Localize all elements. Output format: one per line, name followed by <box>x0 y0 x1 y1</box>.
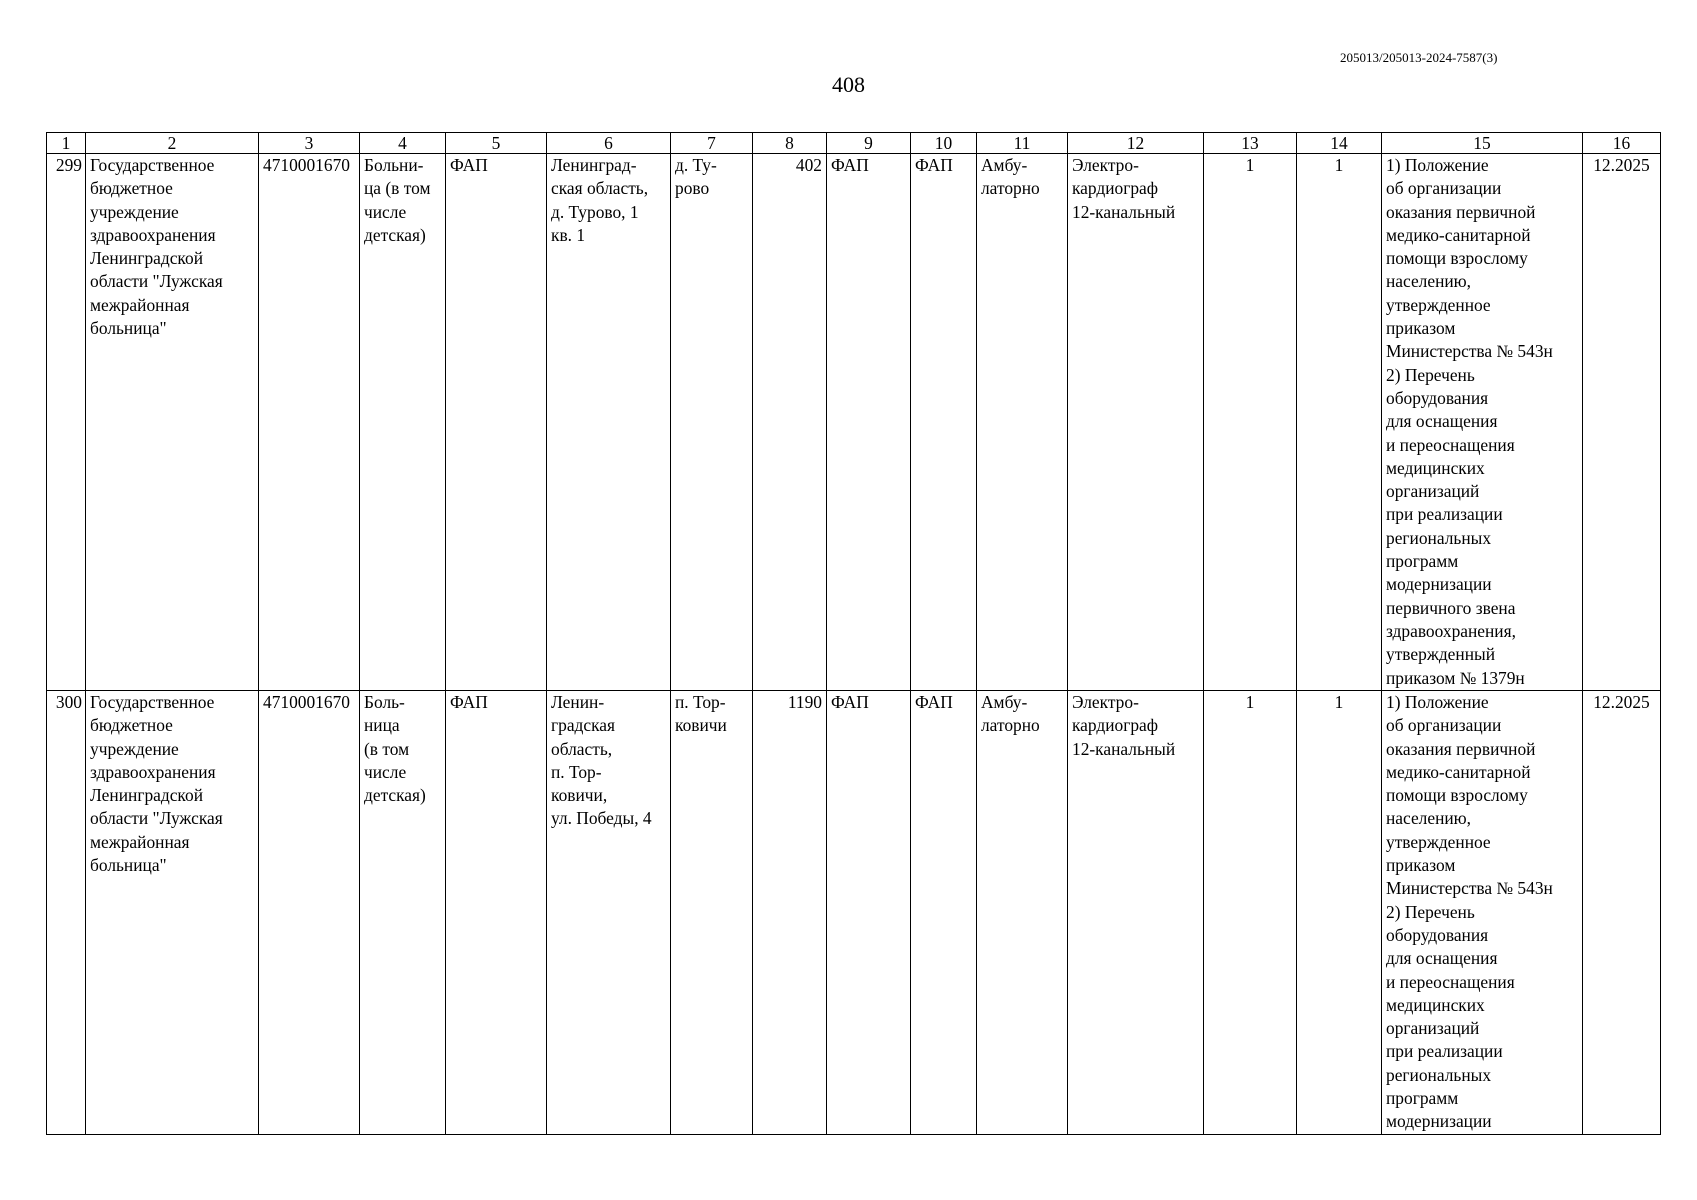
cell-text-line: помощи взрослому <box>1386 248 1528 269</box>
column-number: 3 <box>259 133 360 154</box>
legal-basis-cell <box>1382 154 1583 691</box>
document-id: 205013/205013-2024-7587(3) <box>1340 50 1498 65</box>
cell-text-line: утвержденное <box>1386 294 1491 315</box>
table-row <box>47 154 1661 691</box>
cell-text-line: приказом № 1379н <box>1386 667 1525 688</box>
equipment-cell <box>1068 691 1204 1135</box>
cell-text-line: Амбу- <box>981 692 1028 712</box>
cell-text-line: межрайонная <box>90 831 190 852</box>
cell-text-line: латорно <box>981 715 1040 736</box>
cell-text-line: кардиограф <box>1072 715 1159 736</box>
cell-text-line: утвержденный <box>1386 644 1496 665</box>
column-13-cell: 1 <box>1204 154 1297 691</box>
cell-text-line: Ленинградской <box>90 785 203 806</box>
date-cell: 12.2025 <box>1583 691 1661 1135</box>
cell-text-line: Министерства № 543н <box>1386 341 1553 362</box>
cell-text-line: Боль- <box>364 692 405 712</box>
cell-text-line: 1) Положение <box>1386 155 1489 175</box>
cell-text-line: латорно <box>981 178 1040 199</box>
cell-text-line: д. Турово, 1 <box>551 201 639 222</box>
cell-text-line: медицинских <box>1386 457 1485 478</box>
cell-text-line: при реализации <box>1386 504 1503 525</box>
inn-cell: 4710001670 <box>259 154 360 691</box>
cell-text-line: детская) <box>364 785 426 806</box>
column-number: 13 <box>1204 133 1297 154</box>
cell-text-line: оборудования <box>1386 387 1489 408</box>
column-number: 1 <box>47 133 86 154</box>
cell-text-line: градская <box>551 715 616 736</box>
column-number: 15 <box>1382 133 1583 154</box>
cell-text-line: Электро- <box>1072 155 1139 175</box>
care-mode-cell <box>977 691 1068 1135</box>
cell-text-line: области "Лужская <box>90 271 223 292</box>
cell-text-line: Ленинград- <box>551 155 637 175</box>
cell-text-line: область, <box>551 738 613 759</box>
locality-cell <box>671 154 753 691</box>
cell-text-line: здравоохранения <box>90 224 216 245</box>
table-row <box>47 691 1661 1135</box>
column-9-cell: ФАП <box>827 154 911 691</box>
cell-text-line: помощи взрослому <box>1386 785 1528 806</box>
cell-text-line: 2) Перечень <box>1386 901 1475 922</box>
cell-text-line: ская область, <box>551 178 649 199</box>
locality-cell <box>671 691 753 1135</box>
cell-text-line: ул. Победы, 4 <box>551 808 652 829</box>
cell-text-line: 1) Положение <box>1386 692 1489 712</box>
column-number: 12 <box>1068 133 1204 154</box>
unit-cell: ФАП <box>446 691 547 1135</box>
column-number: 11 <box>977 133 1068 154</box>
row-number-cell: 300 <box>47 691 86 1135</box>
cell-text-line: бюджетное <box>90 715 173 736</box>
cell-text-line: Ленин- <box>551 692 605 712</box>
cell-text-line: бюджетное <box>90 178 173 199</box>
cell-text-line: числе <box>364 761 407 782</box>
cell-text-line: ковичи, <box>551 785 608 806</box>
population-cell: 402 <box>753 154 827 691</box>
column-number-row <box>47 133 1661 154</box>
organization-cell <box>86 154 259 691</box>
cell-text-line: оказания первичной <box>1386 201 1536 222</box>
cell-text-line: медико-санитарной <box>1386 761 1531 782</box>
column-number: 5 <box>446 133 547 154</box>
cell-text-line: для оснащения <box>1386 411 1498 432</box>
cell-text-line: здравоохранения, <box>1386 620 1516 641</box>
facility-type-cell <box>360 154 446 691</box>
organization-cell <box>86 691 259 1135</box>
cell-text-line: Ленинградской <box>90 248 203 269</box>
population-cell: 1190 <box>753 691 827 1135</box>
cell-text-line: учреждение <box>90 738 179 759</box>
cell-text-line: при реализации <box>1386 1041 1503 1062</box>
cell-text-line: Министерства № 543н <box>1386 878 1553 899</box>
cell-text-line: рово <box>675 178 710 199</box>
cell-text-line: ница <box>364 715 400 736</box>
cell-text-line: ца (в том <box>364 178 431 199</box>
column-14-cell: 1 <box>1297 154 1382 691</box>
column-number: 16 <box>1583 133 1661 154</box>
column-number: 6 <box>547 133 671 154</box>
cell-text-line: модернизации <box>1386 574 1492 595</box>
cell-text-line: Государственное <box>90 692 215 712</box>
cell-text-line: Амбу- <box>981 155 1028 175</box>
cell-text-line: здравоохранения <box>90 761 216 782</box>
cell-text-line: 2) Перечень <box>1386 364 1475 385</box>
cell-text-line: Больни- <box>364 155 424 175</box>
cell-text-line: (в том <box>364 738 410 759</box>
cell-text-line: и переоснащения <box>1386 971 1515 992</box>
cell-text-line: об организации <box>1386 715 1502 736</box>
inn-cell: 4710001670 <box>259 691 360 1135</box>
cell-text-line: п. Тор- <box>551 761 602 782</box>
cell-text-line: Государственное <box>90 155 215 175</box>
cell-text-line: приказом <box>1386 855 1456 876</box>
column-10-cell: ФАП <box>911 154 977 691</box>
cell-text-line: д. Ту- <box>675 155 717 175</box>
column-number: 14 <box>1297 133 1382 154</box>
column-number: 2 <box>86 133 259 154</box>
cell-text-line: больница" <box>90 318 167 339</box>
column-9-cell: ФАП <box>827 691 911 1135</box>
cell-text-line: межрайонная <box>90 294 190 315</box>
cell-text-line: оборудования <box>1386 924 1489 945</box>
unit-cell: ФАП <box>446 154 547 691</box>
cell-text-line: 12-канальный <box>1072 201 1176 222</box>
care-mode-cell <box>977 154 1068 691</box>
cell-text-line: населению, <box>1386 808 1472 829</box>
column-number: 10 <box>911 133 977 154</box>
cell-text-line: медицинских <box>1386 994 1485 1015</box>
cell-text-line: области "Лужская <box>90 808 223 829</box>
cell-text-line: об организации <box>1386 178 1502 199</box>
facility-type-cell <box>360 691 446 1135</box>
column-14-cell: 1 <box>1297 691 1382 1135</box>
cell-text-line: модернизации <box>1386 1111 1492 1132</box>
cell-text-line: кардиограф <box>1072 178 1159 199</box>
column-number: 7 <box>671 133 753 154</box>
cell-text-line: 12-канальный <box>1072 738 1176 759</box>
cell-text-line: утвержденное <box>1386 831 1491 852</box>
equipment-cell <box>1068 154 1204 691</box>
cell-text-line: больница" <box>90 855 167 876</box>
column-13-cell: 1 <box>1204 691 1297 1135</box>
cell-text-line: ковичи <box>675 715 727 736</box>
column-10-cell: ФАП <box>911 691 977 1135</box>
cell-text-line: населению, <box>1386 271 1472 292</box>
address-cell <box>547 154 671 691</box>
column-number: 8 <box>753 133 827 154</box>
page-number: 408 <box>832 72 865 97</box>
row-number-cell: 299 <box>47 154 86 691</box>
cell-text-line: программ <box>1386 551 1459 572</box>
cell-text-line: для оснащения <box>1386 948 1498 969</box>
cell-text-line: региональных <box>1386 527 1492 548</box>
cell-text-line: оказания первичной <box>1386 738 1536 759</box>
register-table <box>46 132 1661 1135</box>
cell-text-line: Электро- <box>1072 692 1139 712</box>
column-number: 4 <box>360 133 446 154</box>
cell-text-line: первичного звена <box>1386 597 1516 618</box>
address-cell <box>547 691 671 1135</box>
cell-text-line: детская) <box>364 224 426 245</box>
legal-basis-cell <box>1382 691 1583 1135</box>
cell-text-line: п. Тор- <box>675 692 726 712</box>
cell-text-line: организаций <box>1386 1018 1480 1039</box>
date-cell: 12.2025 <box>1583 154 1661 691</box>
cell-text-line: и переоснащения <box>1386 434 1515 455</box>
cell-text-line: приказом <box>1386 318 1456 339</box>
column-number: 9 <box>827 133 911 154</box>
cell-text-line: числе <box>364 201 407 222</box>
cell-text-line: медико-санитарной <box>1386 224 1531 245</box>
cell-text-line: кв. 1 <box>551 224 586 245</box>
cell-text-line: региональных <box>1386 1064 1492 1085</box>
cell-text-line: программ <box>1386 1088 1459 1109</box>
cell-text-line: организаций <box>1386 481 1480 502</box>
cell-text-line: учреждение <box>90 201 179 222</box>
